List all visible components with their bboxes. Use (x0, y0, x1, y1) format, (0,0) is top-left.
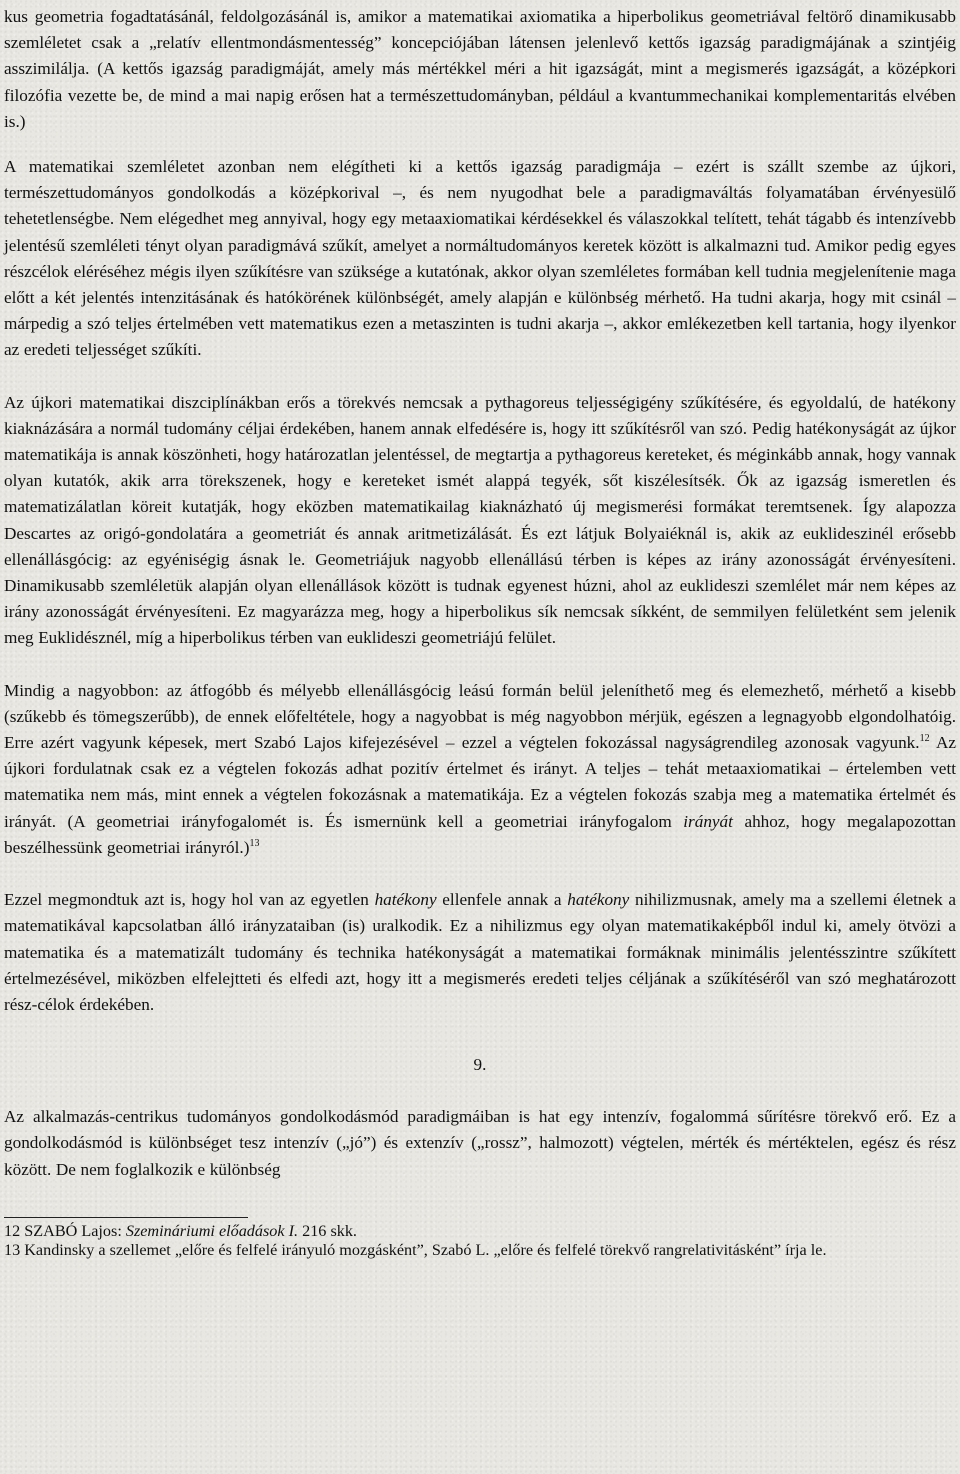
emphasis-hatekony-2: hatékony (567, 890, 630, 910)
paragraph-5-text-c: nihilizmusnak, amely ma a szellemi életnek a matematikával kapcsolatban álló irányzataiban (is) uralkodik. Ez a nihilizmus egy olyan matematikaképből indul ki, amely ötvözi a matematika és a matematizált tudomány és technika hatékonyságát a matematikai formáknak minimális jelentésszintre szűkített értelmezésével, miközben elfelejtteti és elfedi azt, hogy itt a megismerés eredeti teljes céljának a szűkítéséről van szó meghatározott rész-célok érdekében. (4, 890, 956, 1014)
emphasis-iranyat: irányát (683, 811, 733, 831)
paragraph-2-text: A matematikai szemléletet azonban nem elégítheti ki a kettős igazság paradigmája – ezért is szállt szembe az újkori, természettudományos gondolkodás a középkorival –, és nem nyugodhat bele a paradigmaváltás folyamatában érvényesülő tehetetlenségbe. Nem elégedhet meg annyival, hogy egy metaaxiomatikai kérdésekkel és válaszokkal telített, tehát tágabb és intenzívebb jelentésű szemléleti tényt olyan paradigmává szűkít, amelyet a normáltudományos keretek között is alkalmazni tud. Amikor pedig egyes részcélok eléréséhez mégis ilyen szűkítésre van szüksége a kutatónak, akkor olyan szemléletes formában kell tudnia megjelenítenie maga előtt a két jelentés intenzitásának és hatókörének különbségét, amely alapján e különbség mérhető. Ha tudni akarja, hogy mit csinál – márpedig a szó teljes értelmében vett matematikus ezen a metaszinten is tudni akarja –, akkor emlékezetben kell tartania, hogy ilyenkor az eredeti teljességet szűkíti. (4, 157, 956, 360)
paragraph-gap (4, 364, 956, 390)
footnote-13 (4, 1241, 956, 1260)
paragraph-1 (4, 4, 956, 135)
paragraph-3-text: Az újkori matematikai diszciplínákban erős a törekvés nemcsak a pythagoreus teljességigény szűkítésére, és egyoldalú, de hatékony kiaknázására a normál tudomány céljai érdekében, hanem annak elfedésére is, hogy itt szűkítésről van szó. Pedig hatékonyságát az újkor matematikája is annak köszönheti, hogy határozatlan jelentéssel, de megtartja a pythagoreus kereteket, és méginkább annak, hogy vannak olyan kutatók, akik arra törekszenek, hogy e kereteket ismét alappá tegyék, sőt kiszélesítsék. Ők az igazság ismeretlen és matematizálatlan köreit kutatják, hogy eközben matematikailag kiaknázható új megismerési formákat teremtsenek. Így alapozza Descartes az origó-gondolatára a geometriát és annak aritmetizálását. És ezt látjuk Bolyaiéknál is, akik az euklideszinél erősebb ellenállásgócig: az egyéniségig ásnak le. Geometriájuk nagyobb ellenállású térben is képes az irány azonosságát érvényesíteni. Dinamikusabb szemléletük alapján olyan ellenállások között is tudnak egyenest húzni, ahol az euklideszi szemlélet már nem képes az irány azonosságát érvényesíteni. Ez magyarázza meg, hogy a hiperbolikus sík nemcsak síkként, de semmilyen felületként sem jelenik meg Euklidésznél, míg a hiperbolikus térben van euklideszi geometriájú felület. (4, 392, 956, 648)
section-number: 9. (473, 1055, 487, 1075)
footnote-12 (4, 1222, 956, 1241)
footnote-text: Kandinsky a szellemet „előre és felfelé irányuló mozgásként”, Szabó L. „előre és felfelé törekvő rangrelativitásként” írja le. (20, 1240, 827, 1259)
paragraph-6-text: Az alkalmazás-centrikus tudományos gondolkodásmód paradigmáiban is hat egy intenzív, fogalommá sűrítésre törekvő erő. Ez a gondolkodásmód is különbséget tesz intenzív („jó”) és extenzív („rossz”, halmozott) végtelen, mérték és mértéktelen, egész és rész között. De nem foglalkozik e különbség (4, 1107, 956, 1179)
footnote-number: 12 (4, 1221, 21, 1240)
paragraph-gap (4, 861, 956, 887)
paragraph-gap (4, 135, 956, 154)
footnote-text: 216 skk. (298, 1221, 357, 1240)
footnote-ref-13: 13 (249, 837, 260, 849)
paragraph-4-text-c: ahhoz, hogy megalapozottan beszélhessünk geometriai irányról.) (4, 811, 956, 857)
paragraph-5 (4, 887, 956, 1018)
footnote-number: 13 (4, 1240, 21, 1259)
paragraph-4-text-b: Az újkori fordulatnak csak ez a végtelen fokozás adhat pozitív értelmet és irányt. A teljes – tehát metaaxiomatikai – értelemben vett matematika nem más, mint ennek a végtelen fokozásnak a matematikája. Ez a végtelen fokozás szabja meg a matematika értelmét és irányát. (A geometriai irányfogalomét is. És ismernünk kell a geometriai irányfogalom (4, 733, 956, 831)
footnote-divider (4, 1217, 248, 1218)
paragraph-4-text-a: Mindig a nagyobbon: az átfogóbb és mélyebb ellenállásgócig leású formán belül jeleníthető meg és elemezhető, mérhető a kisebb (szűkebb és tömegszerűbb), de ennek előfeltétele, hogy a nagyobbat is még nagyobbon mérjük, egészen a legnagyobb elgondolhatóig. Erre azért vagyunk képesek, mert Szabó Lajos kifejezésével – ezzel a végtelen fokozással nagyságrendileg azonosak vagyunk. (4, 680, 956, 753)
paragraph-6 (4, 1104, 956, 1183)
footnote-book-title: Szemináriumi előadások I. (125, 1221, 299, 1240)
footnote-ref-12: 12 (919, 733, 930, 745)
paragraph-5-text-b: ellenfele annak a (436, 890, 568, 910)
paragraph-gap (4, 652, 956, 678)
emphasis-hatekony-1: hatékony (374, 890, 437, 910)
paragraph-2 (4, 154, 956, 364)
footnote-text: SZABÓ Lajos: (20, 1221, 126, 1240)
paragraph-1-text: kus geometria fogadtatásánál, feldolgozásánál is, amikor a matematikai axiomatika a hiperbolikus geometriával feltörő dinamikusabb szemléletet csak a „relatív ellentmondásmentesség” koncepciójában látensen jelenlevő kettős igazság paradigmájának a szintjéig asszimilálja. (A kettős igazság paradigmáját, amely más mértékkel méri a hit igazságát, mint a megismerés igazságát, a középkori filozófia vezette be, de mind a mai napig erősen hat a természettudományban, például a kvantummechanikai komplementaritás elvében is.) (4, 7, 956, 131)
paragraph-5-text-a: Ezzel megmondtuk azt is, hogy hol van az egyetlen (4, 890, 375, 910)
paragraph-4 (4, 678, 956, 861)
paragraph-3 (4, 390, 956, 652)
